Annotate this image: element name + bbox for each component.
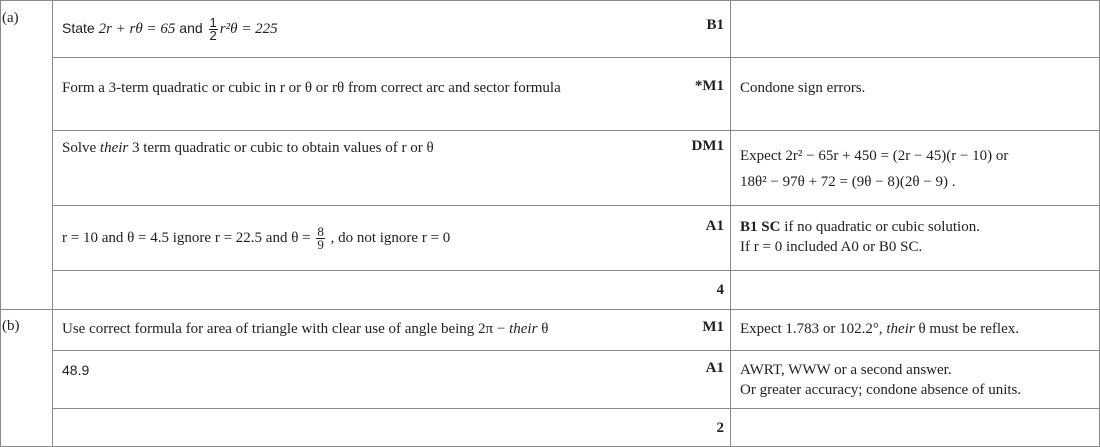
- fraction-half: [209, 17, 218, 42]
- guidance-line: If r = 0 included A0 or B0 SC.: [740, 239, 923, 255]
- answer-row-6: [62, 319, 672, 339]
- mark-row-3: DM1: [691, 138, 724, 154]
- answer-text: θ: [537, 321, 549, 337]
- fraction-denominator: 2: [209, 28, 217, 43]
- guidance-row-2: Condone sign errors.: [740, 80, 866, 96]
- mark-row-2: *M1: [694, 78, 724, 94]
- guidance-row-3: [740, 143, 1090, 195]
- their-italic: their: [886, 321, 915, 337]
- guidance-text: if no quadratic or cubic solution.: [780, 219, 980, 235]
- guidance-line: Expect 2r² − 65r + 450 = (2r − 45)(r − 10) or: [740, 148, 1009, 164]
- fraction-numerator: 8: [317, 224, 324, 239]
- part-label-b: (b): [2, 318, 20, 334]
- guidance-row-4: [740, 217, 1090, 257]
- answer-row-3: [62, 138, 672, 158]
- answer-math: r²θ = 225: [219, 21, 278, 38]
- answer-math: 2r + rθ = 65: [98, 21, 176, 38]
- answer-text: Use correct formula for area of triangle with clear use of angle being 2π −: [62, 321, 510, 337]
- answer-text: and: [175, 20, 207, 37]
- mark-row-1: B1: [706, 17, 724, 33]
- answer-row-4: [62, 226, 672, 251]
- fraction-eight-ninths: [316, 226, 325, 251]
- answer-text: 3 term quadratic or cubic to obtain values of r or θ: [128, 140, 434, 156]
- fraction-denominator: 9: [317, 237, 324, 252]
- guidance-line: AWRT, WWW or a second answer.: [740, 362, 952, 378]
- their-italic: their: [509, 321, 538, 337]
- guidance-row-6: [740, 319, 1090, 339]
- answer-text: r = 10 and θ = 4.5 ignore r = 22.5 and θ =: [62, 229, 315, 246]
- answer-row-1: [62, 17, 672, 42]
- mark-row-6: M1: [702, 319, 724, 335]
- guidance-line: 18θ² − 97θ + 72 = (9θ − 8)(2θ − 9) .: [740, 174, 956, 190]
- answer-text: State: [62, 20, 99, 37]
- answer-text: , do not ignore r = 0: [326, 229, 451, 246]
- mark-row-7: A1: [705, 360, 724, 376]
- part-label-a: (a): [2, 10, 19, 26]
- fraction-numerator: 1: [209, 15, 217, 30]
- guidance-text: Expect 1.783 or 102.2°,: [740, 321, 887, 337]
- total-part-a: 4: [716, 282, 724, 298]
- mark-row-4: A1: [705, 218, 724, 234]
- their-italic: their: [99, 140, 129, 156]
- guidance-row-7: [740, 360, 1090, 400]
- answer-row-7: 48.9: [62, 362, 90, 378]
- answer-text: Solve: [62, 140, 100, 156]
- guidance-bold: B1 SC: [740, 219, 781, 235]
- total-part-b: 2: [716, 420, 724, 436]
- guidance-text: θ must be reflex.: [914, 321, 1019, 337]
- answer-row-2: Form a 3-term quadratic or cubic in r or θ or rθ from correct arc and sector formula: [62, 80, 561, 96]
- guidance-line: Or greater accuracy; condone absence of units.: [740, 382, 1022, 398]
